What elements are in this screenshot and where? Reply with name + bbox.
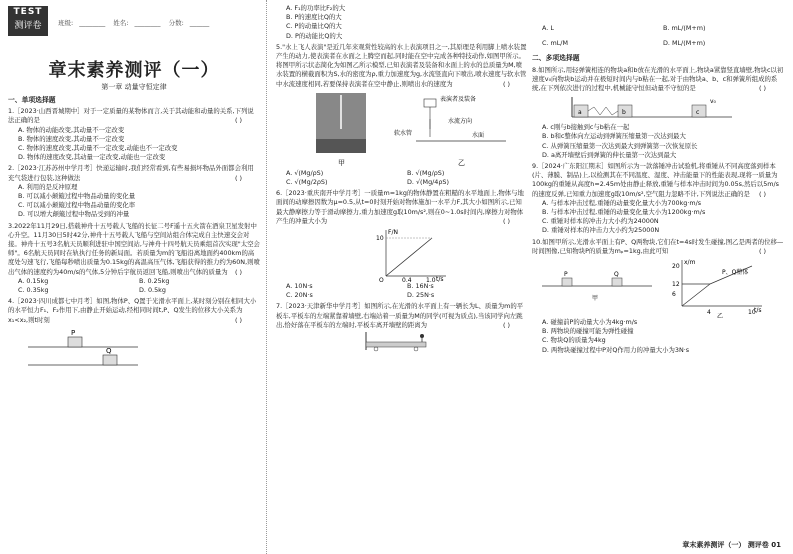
- q6-xtick2: 1.0: [426, 277, 436, 283]
- q5-label1: 表演者及装备: [440, 95, 477, 103]
- q5-label4: 水面: [472, 131, 485, 139]
- q4-figure: [8, 325, 148, 369]
- badge-top: TEST: [13, 7, 43, 17]
- q10-ytick3: 6: [672, 291, 676, 299]
- q5-figure: [276, 89, 526, 169]
- q7-figure: [276, 330, 526, 354]
- q4-label-q: Q: [106, 346, 112, 355]
- q8-label-a: a: [578, 109, 582, 117]
- q8-label-c: c: [696, 109, 700, 117]
- class-label: 班级:: [58, 19, 74, 27]
- page-title: 章末素养测评（一）: [48, 60, 220, 81]
- q6-ytick: 10: [376, 235, 384, 243]
- header-fields: 班级: ________ 姓名: ________ 分数: ______: [58, 19, 210, 27]
- q6-xlabel: t/s: [436, 276, 444, 283]
- q10-ylabel: x/m: [684, 259, 696, 267]
- q10-xlabel: t/s: [754, 307, 762, 315]
- q10-jia: 甲: [592, 295, 599, 303]
- page-subtitle: 第一章 动量守恒定律: [101, 83, 167, 91]
- column-2: A. F₁的功率比F₂的大 B. P的速度比Q的大 C. P的动量比Q的大 D. P的动能比Q的大 5."水上飞人表演"是近几年来观赏性较高的水上表演项目之一,其原理是利用脚上喷水装置产生的动力,使表演者在水面之上腾空而起,同时能在空中完成各种特技动作,如图甲所示。将图甲所示状态简化为如图乙所示模型,已知表演者及装备和水面上的水的总质量为M,喷水装置的横截面积为S,水的密度为ρ,重力加速度为g,水流竖直向下喷出,喷水速度与软水管中水流速度相同,若要保持表演者在空中静止,则喷出水的速度为 ( ) 甲 表演者及装备 软水管 水流方向 水面 乙 A. √(Mg/ρS) B. √(Mg/ρS) C. √(Mg/2ρS) D. √(Mg/4ρS) 6.［2023·重庆南开中学月考］一质量m=1kg的物体静置在粗糙的水平地面上,物体与地面间的动摩擦因数为μ=0.5,从t=0时刻开始对物体施加一水平力F,其大小如图所示,已知最大静摩擦力等于滑动摩擦力,重力加速度g取10m/s²,则在0~1.0s时间内,摩擦力对物体产生的冲量大小为 ( ) F/N t/s 10 0.4 1.0 O A. 10N·s B. 16N·s C. 20N·s D. 25N·s 7.［2023·天津新华中学月考］如图所示,在光滑的水平面上有一辆长为L、质量为m的平板车,平板车的左端紧靠着墙壁,右端站着一质量为M的同学(可视为质点),当该同学向左跳出,恰好落在平板车的左端时,平板车离开墙壁的距离为 ( ): [276, 4, 528, 354]
- q10-ytick2: 12: [672, 281, 680, 289]
- question-2: 2.［2023·江苏苏州中学月考］快递运输时,我们经常看到,有些易损坏物品外面都会利用充气袋进行包装,这种做法 ( ) A. 利用的是反冲原理 B. 可以减小颠簸过程中物品动量的变化量 C. 可以减小颠簸过程中物品动量的变化率 D. 可以增大颠簸过程中物品受到的冲量: [8, 164, 254, 219]
- question-3: 3.2022年11月29日,搭载神舟十五号载人飞船的长征二号F遥十五火箭在酒泉卫星发射中心升空。11月30日5时42分,神舟十五号载人飞船与空间站组合体完成自主快速交会对接。神舟十五号3名航天员顺利进驻中国空间站,与神舟十四号航天员乘组首次实现"太空会师"。6名航天员同时在轨执行任务的新局面。若质量为m的飞船沿离地面约400km的高度处匀速飞行,飞船每秒喷出质量为0.15kg的高温高压气体,飞船获得的推力约为60N,则喷出气体的速度约为40m/s的气体,5分钟后宇航员返回飞船,则喷出气体的质量为 ( ) A. 0.15kg B. 0.25kg C. 0.35kg D. 0.5kg: [8, 221, 260, 295]
- q8-figure: [532, 93, 782, 123]
- q10-yi: 乙: [717, 313, 724, 319]
- question-5: 5."水上飞人表演"是近几年来观赏性较高的水上表演项目之一,其原理是利用脚上喷水装置产生的动力,使表演者在水面之上腾空而起,同时能在空中完成各种特技动作,如图甲所示。将图甲所示状态简化为如图乙所示模型,已知表演者及装备和水面上的水的总质量为M,喷水装置的横截面积为S,水的密度为ρ,重力加速度为g,水流竖直向下喷出,喷水速度与软水管中水流速度相同,若要保持表演者在空中静止,则喷出水的速度为 ( ) 甲 表演者及装备 软水管 水流方向 水面 乙 A. √(Mg/ρS) B. √(Mg/ρS) C. √(Mg/2ρS) D. √(Mg/4ρS): [276, 42, 527, 187]
- page-footer: 章末素养测评（一） 测评卷 01: [682, 541, 781, 549]
- question-8: 8.如图所示,用轻弹簧相连的物块a和b放在光滑的水平面上,物块a紧靠竖直墙壁,物块c以初速度v₀向物块b运动并在极短时间内与b粘在一起,对于由物块a、b、c和弹簧所组成的系统,在下列依次进行的过程中,机械能守恒但动量不守恒的是 ( ) a b c v₀ A. c刚与b接触到c与b粘在一起 B. b和c整体向左运动到弹簧压缩量第一次达到最大 C. 从弹簧压缩量第一次达到最大到弹簧第一次恢复原长 D. a离开墙壁后到弹簧的伸长量第一次达到最大: [532, 65, 784, 159]
- question-10: 10.如图甲所示,光滑水平面上有P、Q两物块,它们在t=4s时发生碰撞,图乙是两者的位移—时间图像,已知物块P的质量为mₚ=1kg,由此可知 ( ) P Q 甲 x/m t/s 20 12 6 4 10 P、Q整体 乙 A. 碰撞前P的动量大小为4kg·m/s B. 两物块的碰撞可能为弹性碰撞 C. 物块Q的质量为4kg D. 两物块碰撞过程中P对Q作用力的冲量大小为3N·s: [532, 237, 784, 354]
- column-divider: [266, 0, 267, 554]
- score-label: 分数:: [168, 19, 184, 27]
- section-heading-single: 一、单项选择题: [8, 96, 56, 104]
- question-6: 6.［2023·重庆南开中学月考］一质量m=1kg的物体静置在粗糙的水平地面上,物体与地面间的动摩擦因数为μ=0.5,从t=0时刻开始对物体施加一水平力F,其大小如图所示,已知最大静摩擦力等于滑动摩擦力,重力加速度g取10m/s²,则在0~1.0s时间内,摩擦力对物体产生的冲量大小为 ( ) F/N t/s 10 0.4 1.0 O A. 10N·s B. 16N·s C. 20N·s D. 25N·s: [276, 189, 528, 300]
- column-1: [8, 96, 260, 369]
- badge-bottom: 测评卷: [14, 21, 42, 31]
- q10-xtick1: 4: [707, 309, 711, 317]
- question-7: 7.［2023·天津新华中学月考］如图所示,在光滑的水平面上有一辆长为L、质量为m的平板车,平板车的左端紧靠着墙壁,右端站着一质量为M的同学(可视为质点),当该同学向左跳出,恰好落在平板车的左端时,平板车离开墙壁的距离为 ( ): [276, 302, 528, 354]
- q10-xtick2: 10: [748, 309, 756, 317]
- q5-label3: 水流方向: [448, 117, 473, 125]
- q6-ylabel: F/N: [388, 229, 398, 237]
- column-3: A. L B. mL/(M+m) C. mL/M D. ML/(M+m) 二、多项选择题 8.如图所示,用轻弹簧相连的物块a和b放在光滑的水平面上,物块a紧靠竖直墙壁,物块c以初速度v₀向物块b运动并在极短时间内与b粘在一起,对于由物块a、b、c和弹簧所组成的系统,在下列依次进行的过程中,机械能守恒但动量不守恒的是 ( ) a b c v₀ A. c刚与b接触到c与b粘在一起 B. b和c整体向左运动到弹簧压缩量第一次达到最大 C. 从弹簧压缩量第一次达到最大到弹簧第一次恢复原长 D. a离开墙壁后到弹簧的伸长量第一次达到最大 9.［2024·广东阳江期末］如图所示为一款落锤冲击试验机,将重锤从不同高度落到样本(片、薄膜、制品)上,以检测其在不同温度、湿度、冲击能量下的性能表现,现将一质量为100kg的重锤从高度h=2.45m处由静止释放,重锤与样本冲击时间为0.05s,然后以5m/s的速度反弹,已知重力加速度g取10m/s²,空气阻力忽略不计,下列说法正确的是 ( ) A. 与样本冲击过程,重锤的动量变化量大小为700kg·m/s B. 与样本冲击过程,重锤的动量变化量大小为1200kg·m/s C. 重锤对样本的冲击力大小约为24000N D. 重锤对样本的冲击力大小约为25000N 10.如图甲所示,光滑水平面上有P、Q两物块,它们在t=4s时发生碰撞,图乙是两者的位移—时间图像,已知物块P的质量为mₚ=1kg,由此可知 ( ) P Q 甲 x/m t/s 20 12 6 4 10 P、Q整体 乙 A. 碰撞前P的动量大小为4kg·m/s B. 两物块的碰撞可能为弹性碰撞 C. 物块Q的质量为4kg D. 两物块碰撞过程中P对Q作用力的冲量大小为3N·s: [532, 24, 784, 354]
- q6-xtick1: 0.4: [402, 277, 412, 283]
- q10-label-q: Q: [614, 271, 619, 279]
- q10-label-pq: P、Q整体: [722, 269, 749, 277]
- q10-figure: [532, 256, 782, 318]
- q8-label-v: v₀: [710, 98, 716, 106]
- section-heading-multi: 二、多项选择题: [532, 54, 580, 63]
- test-badge: [8, 6, 48, 36]
- q6-origin: O: [379, 277, 384, 283]
- q8-label-b: b: [622, 109, 626, 117]
- question-4: 4.［2023·四川成都七中月考］如图,物体P、Q置于光滑水平面上,某时刻分别在相同大小的水平恒力F₁、F₂作用下,由静止开始运动,经相同时间t,P、Q发生的位移大小关系为x₁<x₂,则t时刻 ( ) P Q: [8, 297, 260, 369]
- q5-label2: 软水管: [394, 129, 413, 137]
- q5-jia: 甲: [338, 158, 345, 167]
- question-1: 1.［2023·山西晋城期中］对于一定质量的某物体而言,关于其动能和动量的关系,下列说法正确的是 ( ) A. 物体的动能改变,其动量不一定改变 B. 物体的速度改变,其动量不一定改变 C. 物体的速度改变,其动量不一定改变,动能也不一定改变 D. 物体的速度改变,其动量一定改变,动能也一定改变: [8, 107, 254, 162]
- name-label: 姓名:: [113, 19, 129, 27]
- q5-yi: 乙: [458, 158, 465, 167]
- q6-figure: [276, 226, 526, 282]
- question-9: 9.［2024·广东阳江期末］如图所示为一款落锤冲击试验机,将重锤从不同高度落到样本(片、薄膜、制品)上,以检测其在不同温度、湿度、冲击能量下的性能表现,现将一质量为100kg的重锤从高度h=2.45m处由静止释放,重锤与样本冲击时间为0.05s,然后以5m/s的速度反弹,已知重力加速度g取10m/s²,空气阻力忽略不计,下列说法正确的是 ( ) A. 与样本冲击过程,重锤的动量变化量大小为700kg·m/s B. 与样本冲击过程,重锤的动量变化量大小为1200kg·m/s C. 重锤对样本的冲击力大小约为24000N D. 重锤对样本的冲击力大小约为25000N: [532, 162, 779, 235]
- q10-ytick1: 20: [672, 263, 680, 271]
- q10-label-p: P: [564, 271, 568, 279]
- q4-label-p: P: [71, 328, 76, 337]
